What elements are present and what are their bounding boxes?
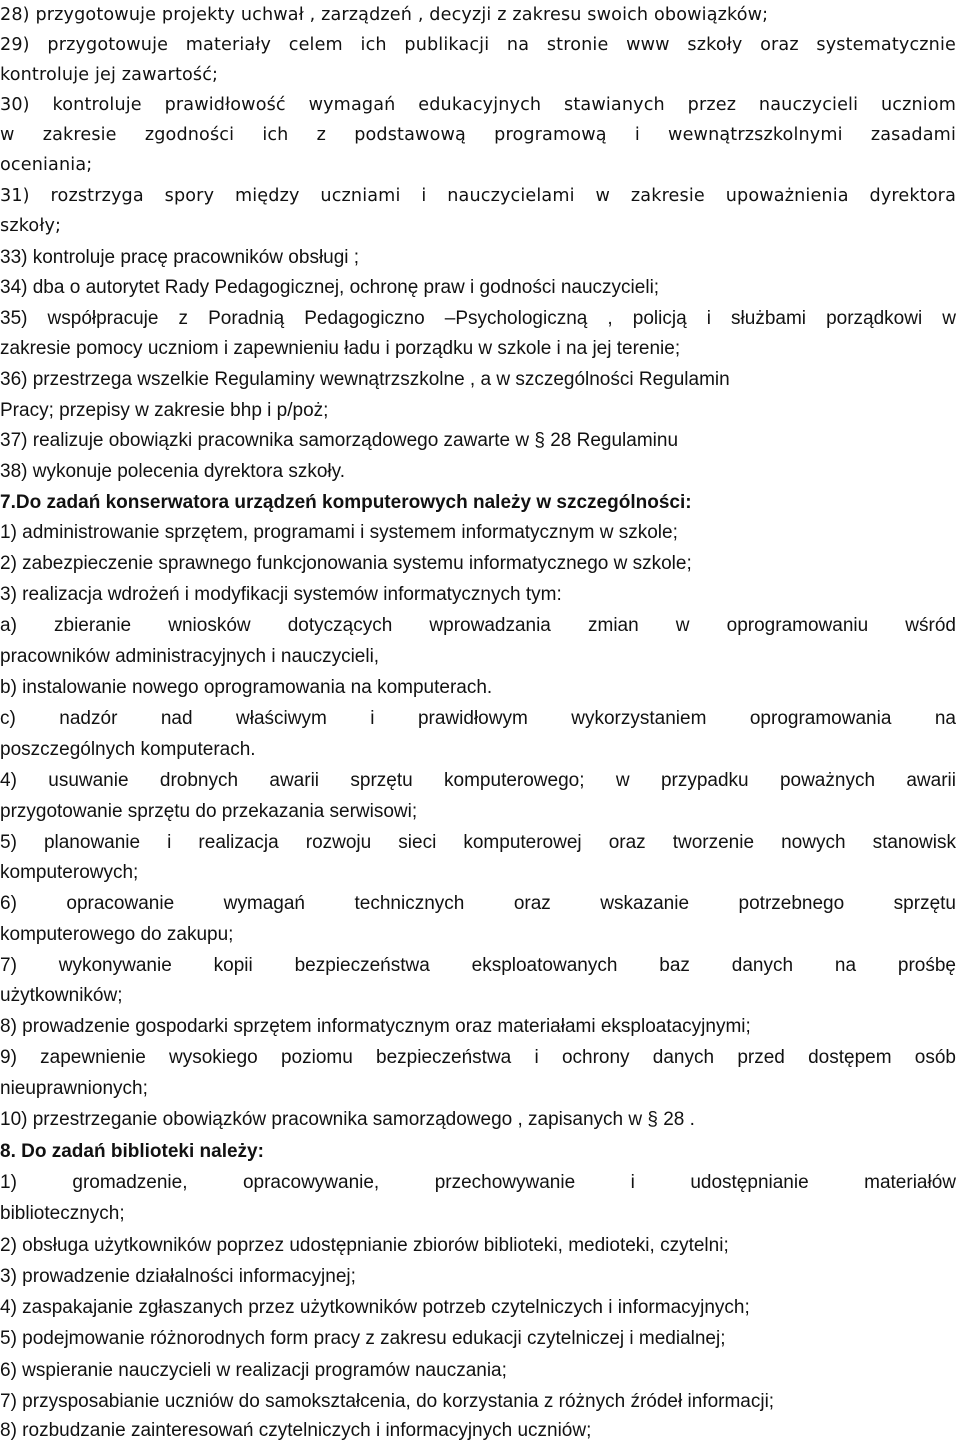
- text-line: 36) przestrzega wszelkie Regulaminy wewnątrzszkolne , a w szczególności Regulamin: [0, 369, 730, 390]
- text-line: przygotowanie sprzętu do przekazania serwisowi;: [0, 801, 418, 822]
- text-line: kontroluje jej zawartość;: [0, 65, 219, 85]
- text-line: pracowników administracyjnych i nauczycieli,: [0, 646, 380, 667]
- text-line: komputerowego do zakupu;: [0, 924, 234, 945]
- text-line: komputerowych;: [0, 862, 139, 883]
- text-line: 38) wykonuje polecenia dyrektora szkoły.: [0, 461, 345, 482]
- text-line: poszczególnych komputerach.: [0, 739, 256, 760]
- text-line: 8) prowadzenie gospodarki sprzętem informatycznym oraz materiałami eksploatacyjnymi;: [0, 1016, 751, 1037]
- text-line: bibliotecznych;: [0, 1203, 125, 1224]
- text-line: 6) opracowanie wymagań technicznych oraz wskazanie potrzebnego sprzętu: [0, 893, 956, 914]
- text-line: szkoły;: [0, 216, 62, 236]
- section-heading: 7.Do zadań konserwatora urządzeń komputerowych należy w szczególności:: [0, 492, 692, 513]
- text-line: 37) realizuje obowiązki pracownika samorządowego zawarte w § 28 Regulaminu: [0, 430, 679, 451]
- text-line: 1) gromadzenie, opracowywanie, przechowywanie i udostępnianie materiałów: [0, 1172, 956, 1193]
- text-line: 3) realizacja wdrożeń i modyfikacji systemów informatycznych tym:: [0, 584, 562, 605]
- text-line: 29) przygotowuje materiały celem ich publikacji na stronie www szkoły oraz systematycznie: [0, 35, 956, 55]
- text-line: 31) rozstrzyga spory między uczniami i nauczycielami w zakresie upoważnienia dyrektora: [0, 186, 956, 206]
- text-line: 3) prowadzenie działalności informacyjnej;: [0, 1266, 356, 1287]
- text-line: b) instalowanie nowego oprogramowania na komputerach.: [0, 677, 493, 698]
- text-line: użytkowników;: [0, 985, 123, 1006]
- text-line: c) nadzór nad właściwym i prawidłowym wykorzystaniem oprogramowania na: [0, 708, 956, 729]
- text-line: nieuprawnionych;: [0, 1078, 148, 1099]
- text-line: 8) rozbudzanie zainteresowań czytelniczych i informacyjnych uczniów;: [0, 1420, 592, 1441]
- text-line: Pracy; przepisy w zakresie bhp i p/poż;: [0, 400, 329, 421]
- text-line: 5) planowanie i realizacja rozwoju sieci komputerowej oraz tworzenie nowych stanowisk: [0, 832, 956, 853]
- text-line: 1) administrowanie sprzętem, programami i systemem informatycznym w szkole;: [0, 522, 678, 543]
- text-line: 30) kontroluje prawidłowość wymagań edukacyjnych stawianych przez nauczycieli uczniom: [0, 95, 956, 115]
- text-line: 4) usuwanie drobnych awarii sprzętu komputerowego; w przypadku poważnych awarii: [0, 770, 956, 791]
- text-line: w zakresie zgodności ich z podstawową programową i wewnątrzszkolnymi zasadami: [0, 125, 956, 145]
- text-line: 10) przestrzeganie obowiązków pracownika samorządowego , zapisanych w § 28 .: [0, 1109, 695, 1130]
- text-line: 9) zapewnienie wysokiego poziomu bezpieczeństwa i ochrony danych przed dostępem osób: [0, 1047, 956, 1068]
- text-line: 2) obsługa użytkowników poprzez udostępnianie zbiorów biblioteki, medioteki, czytelni;: [0, 1235, 729, 1256]
- text-line: a) zbieranie wniosków dotyczących wprowadzania zmian w oprogramowaniu wśród: [0, 615, 956, 636]
- text-line: zakresie pomocy uczniom i zapewnieniu ładu i porządku w szkole i na jej terenie;: [0, 338, 681, 359]
- text-line: 4) zaspakajanie zgłaszanych przez użytkowników potrzeb czytelniczych i informacyjnych;: [0, 1297, 750, 1318]
- text-line: 34) dba o autorytet Rady Pedagogicznej, ochronę praw i godności nauczycieli;: [0, 277, 660, 298]
- text-line: 7) przysposabianie uczniów do samokształcenia, do korzystania z różnych źródeł informacji;: [0, 1391, 775, 1412]
- text-line: 6) wspieranie nauczycieli w realizacji programów nauczania;: [0, 1360, 507, 1381]
- text-line: 35) współpracuje z Poradnią Pedagogiczno –Psychologiczną , policją i służbami porządkowi w: [0, 308, 956, 329]
- text-line: 2) zabezpieczenie sprawnego funkcjonowania systemu informatycznego w szkole;: [0, 553, 692, 574]
- text-line: 33) kontroluje pracę pracowników obsługi ;: [0, 247, 360, 268]
- section-heading: 8. Do zadań biblioteki należy:: [0, 1141, 264, 1162]
- text-line: 7) wykonywanie kopii bezpieczeństwa eksploatowanych baz danych na prośbę: [0, 955, 956, 976]
- text-line: oceniania;: [0, 155, 93, 175]
- text-line: 28) przygotowuje projekty uchwał , zarządzeń , decyzji z zakresu swoich obowiązków;: [0, 5, 769, 25]
- text-line: 5) podejmowanie różnorodnych form pracy z zakresu edukacji czytelniczej i medialnej;: [0, 1328, 726, 1349]
